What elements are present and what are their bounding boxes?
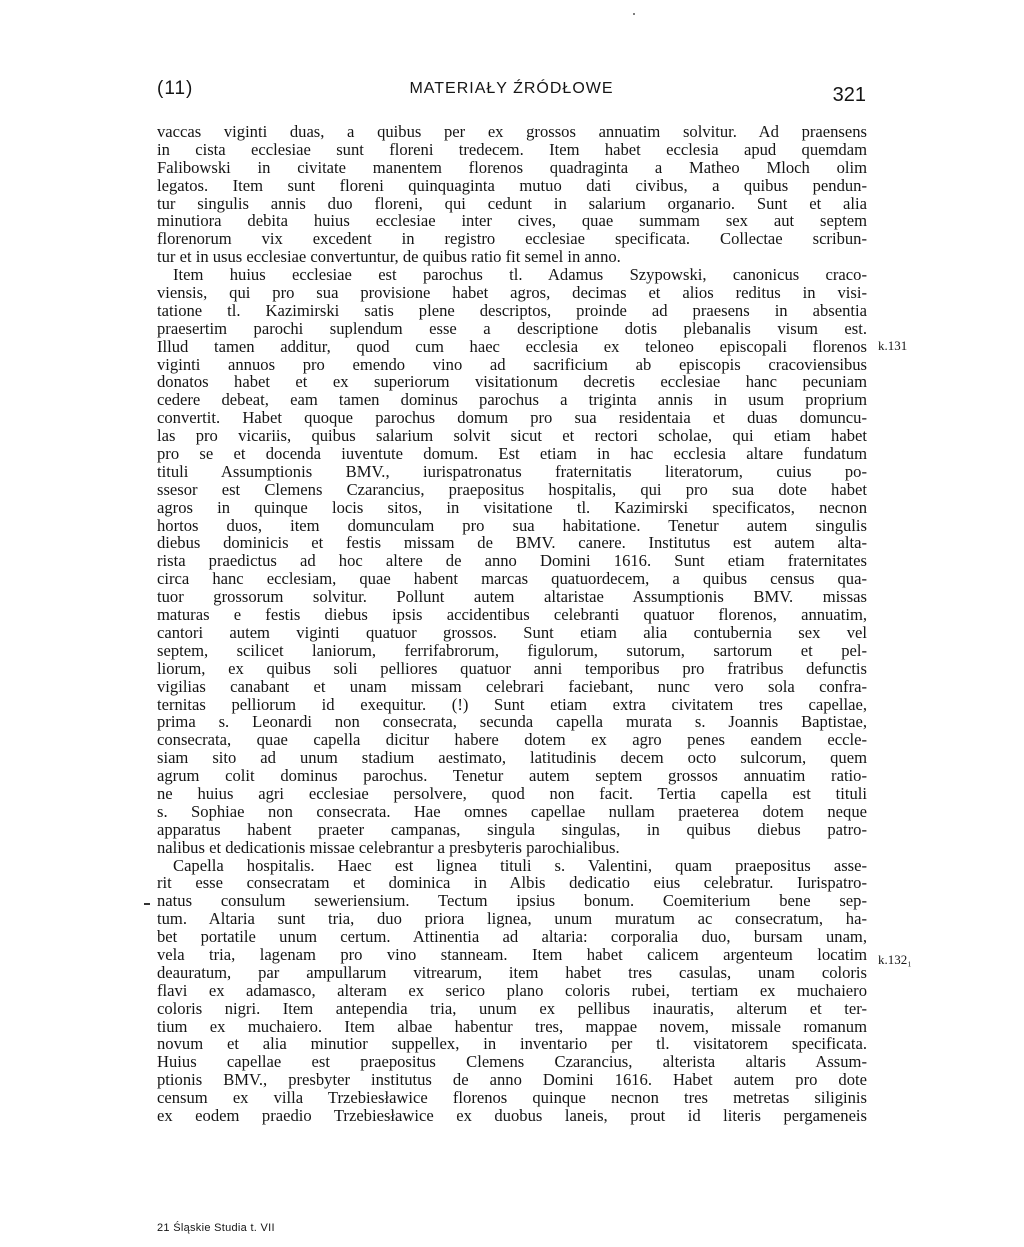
text-line: septem, scilicet laniorum, ferrifabrorum, figulorum, sutorum, sartorum et pel- xyxy=(157,640,867,660)
text-line: circa hanc ecclesiam, quae habent marcas quatuordecem, a quibus census qua- xyxy=(157,569,867,589)
margin-note-k132: k.132₁ xyxy=(878,952,912,967)
text-line: censum ex villa Trzebiesławice florenos quinque necnon tres metretas siliginis xyxy=(157,1088,867,1108)
text-line: Falibowski in civitate manentem florenos quadraginta a Matheo Mloch olim xyxy=(157,157,867,177)
text-line: vela tria, lagenam pro vino stanneam. Item habet calicem argenteum locatim xyxy=(157,944,867,964)
text-line: rista praedictus ad hoc altere de anno Domini 1616. Sunt etiam fraternitates xyxy=(157,551,867,571)
running-title: MATERIAŁY ŹRÓDŁOWE xyxy=(409,80,614,97)
text-line: novum et alia minutior suppellex, in inventario per tl. visitatorem specificata. xyxy=(157,1034,867,1054)
margin-dash-mark xyxy=(144,903,150,905)
text-line: maturas e festis diebus ipsis accidentibus celebranti quatuor florenos, annuatim, xyxy=(157,605,867,625)
text-line: Item huius ecclesiae est parochus tl. Adamus Szypowski, canonicus craco- xyxy=(173,265,867,285)
text-line: flavi ex adamasco, alteram ex serico plano coloris rubei, tertiam ex muchaiero xyxy=(157,980,867,1000)
text-line xyxy=(157,1125,867,1143)
text-line: diebus dominicis et festis missam de BMV. canere. Institutus est autem alta- xyxy=(157,533,867,553)
text-line: ptionis BMV., presbyter institutus de anno Domini 1616. Habet autem pro dote xyxy=(157,1070,867,1090)
text-line: cedere debeat, eam tamen dominus parochus a triginta annis in usum proprium xyxy=(157,390,867,410)
text-line: pro se et docenda iuventute domum. Est etiam in hac ecclesia altare fundatum xyxy=(157,444,867,464)
page-header xyxy=(157,76,866,106)
text-line: tium ex muchaiero. Item albae habentur tres, mappae novem, missale romanum xyxy=(157,1016,867,1036)
text-line: legatos. Item sunt floreni quinquaginta mutuo dati civibus, a quibus pendun- xyxy=(157,175,867,195)
text-line: siam sito ad unum stadium aestimato, latitudinis decem octo sulcorum, quem xyxy=(157,748,867,768)
text-line: florenorum vix excedent in registro ecclesiae specificata. Collectae scribun- xyxy=(157,229,867,249)
scan-speck xyxy=(633,13,635,15)
margin-note-k131: k.131 xyxy=(878,338,908,353)
text-line: praesertim parochi suplendum esse a descriptione dotis plebanalis visum est. xyxy=(157,318,867,338)
page-number: 321 xyxy=(832,84,866,106)
text-line: ssesor est Clemens Czarancius, praepositus hospitalis, qui pro sua dote habet xyxy=(157,479,867,499)
text-line: nalibus et dedicationis missae celebrantur a presbyteris parochialibus. xyxy=(157,837,620,857)
text-line: agrum colit dominus parochus. Tenetur autem septem grossos annuatim ratio- xyxy=(157,766,867,786)
text-line: agros in quinque locis sitos, in visitatione tl. Kazimirski specificatos, necnon xyxy=(157,497,867,517)
text-line: vigilias canabant et unam missam celebrari faciebant, nunc vero sola confra- xyxy=(157,676,867,696)
text-line: viensis, qui pro sua provisione habet agros, decimas et alios reditus in visi- xyxy=(157,283,867,303)
text-line: las pro vicariis, quibus salarium solvit sicut et rectori scholae, qui etiam habet xyxy=(157,426,867,446)
text-line: ternitas pelliorum id exequitur. (!) Sunt etiam extra civitatem tres capellae, xyxy=(157,694,867,714)
text-line: convertit. Habet quoque parochus domum pro sua residentaia et duas domuncu- xyxy=(157,408,867,428)
text-line: tur singulis annis duo floreni, qui cedunt in salarium organario. Sunt et alia xyxy=(157,193,867,213)
text-line: tuor grossorum solvitur. Pollunt autem altaristae Assumptionis BMV. missas xyxy=(157,587,867,607)
text-line: prima s. Leonardi non consecrata, secunda capella murata s. Joannis Baptistae, xyxy=(157,712,867,732)
text-line: tur et in usus ecclesiae convertuntur, de quibus ratio fit semel in anno. xyxy=(157,247,621,267)
text-line: Huius capellae est praepositus Clemens Czarancius, alterista altaris Assum- xyxy=(157,1052,867,1072)
text-line: hortos duos, item domunculam pro sua habitatione. Tenetur autem singulis xyxy=(157,515,867,535)
text-line: tatione tl. Kazimirski satis plene descriptos, proinde ad praesens in absentia xyxy=(157,300,867,320)
text-line: rit esse consecratam et dominica in Albis dedicatio eius celebratur. Iurispatro- xyxy=(157,873,867,893)
text-line: vaccas viginti duas, a quibus per ex grossos annuatim solvitur. Ad praensens xyxy=(157,122,867,141)
text-line: cantori autem viginti quatuor grossos. Sunt etiam alia contubernia sex vel xyxy=(157,622,867,642)
text-line: bet portatile unum certum. Attinentia ad altaria: corporalia duo, bursam unam, xyxy=(157,927,867,947)
text-line: natus consulum seweriensium. Tectum ipsius bonum. Coemiterium bene sep- xyxy=(157,891,867,911)
footer-signature: 21 Śląskie Studia t. VII xyxy=(157,1222,275,1234)
text-line: tum. Altaria sunt tria, duo priora lignea, unum muratum ac consecratum, ha- xyxy=(157,909,867,929)
text-line: ne huius agri ecclesiae persolvere, quod non facit. Tertia capella est tituli xyxy=(157,783,867,803)
text-line: consecrata, quae capella dicitur habere dotem ex agro penes eandem eccle- xyxy=(157,730,867,750)
text-line: coloris nigri. Item antependia tria, unum ex pellibus inauratis, alterum et ter- xyxy=(157,998,867,1018)
text-line: deauratum, par ampullarum vitrearum, item habet tres casulas, unam coloris xyxy=(157,962,867,982)
chapter-number: (11) xyxy=(157,78,194,99)
text-line: in cista ecclesiae sunt floreni tredecem. Item habet ecclesia apud quemdam xyxy=(157,139,867,159)
body-text xyxy=(157,123,867,1143)
text-line: minutiora debita huius ecclesiae inter cives, quae summam sex aut septem xyxy=(157,211,867,231)
text-line: viginti annuos pro emendo vino ad sacrificium ab episcopis cracoviensibus xyxy=(157,354,867,374)
text-line: Illud tamen additur, quod cum haec ecclesia ex teloneo episcopali florenos xyxy=(157,336,867,356)
text-line: apparatus habent praeter campanas, singula singulas, in quibus diebus patro- xyxy=(157,819,867,839)
text-line: donatos habet et ex superiorum visitationum decretis ecclesiae hanc pecuniam xyxy=(157,372,867,392)
text-line: liorum, ex quibus soli pelliores quatuor anni temporibus pro fratribus defunctis xyxy=(157,658,867,678)
text-line: ex eodem praedio Trzebiesławice ex duobus laneis, prout id literis pergameneis xyxy=(157,1105,867,1125)
text-line: Capella hospitalis. Haec est lignea tituli s. Valentini, quam praepositus asse- xyxy=(173,855,867,875)
text-line: tituli Assumptionis BMV., iurispatronatus fraternitatis literatorum, cuius po- xyxy=(157,461,867,481)
text-line: s. Sophiae non consecrata. Hae omnes capellae nullam praeterea dotem neque xyxy=(157,801,867,821)
